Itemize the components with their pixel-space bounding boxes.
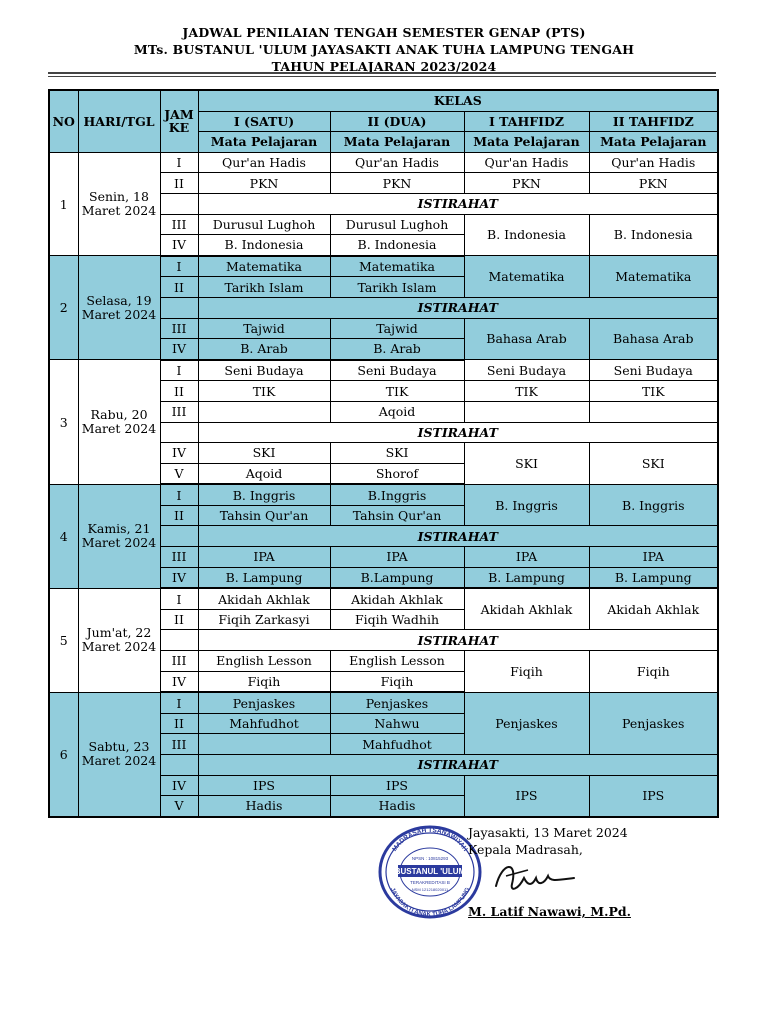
subject-tahfidz-2: IPA <box>589 547 718 568</box>
jam-ke: IV <box>160 671 198 692</box>
schedule-row <box>49 484 718 505</box>
subject-class-2: Fiqih Wadhih <box>330 609 464 630</box>
handwritten-signature <box>488 856 578 900</box>
jam-ke: III <box>160 651 198 672</box>
subject-class-1: Aqoid <box>198 463 330 484</box>
subject-tahfidz-2: Fiqih <box>589 651 718 693</box>
subject-class-1: Qur'an Hadis <box>198 152 330 173</box>
jam-ke: II <box>160 277 198 298</box>
header-rule-thin <box>48 76 716 77</box>
day-number: 5 <box>49 588 78 692</box>
subject-class-2: PKN <box>330 173 464 194</box>
subject-tahfidz-1: Akidah Akhlak <box>464 588 589 630</box>
subject-class-2: B. Arab <box>330 339 464 360</box>
header-row-1 <box>49 90 718 111</box>
jam-ke: IV <box>160 235 198 256</box>
jam-ke: I <box>160 484 198 505</box>
col-kelas: KELAS <box>198 90 718 111</box>
jam-ke: III <box>160 401 198 422</box>
col-class-2: II (DUA) <box>330 111 464 132</box>
subject-class-2: Mahfudhot <box>330 734 464 755</box>
subject-class-2: TIK <box>330 381 464 402</box>
subject-tahfidz-1: Fiqih <box>464 651 589 693</box>
jam-ke: I <box>160 360 198 381</box>
subject-class-2: B.Lampung <box>330 567 464 588</box>
subject-tahfidz-1: B. Inggris <box>464 484 589 526</box>
subject-class-1: IPS <box>198 775 330 796</box>
col-class-4: II TAHFIDZ <box>589 111 718 132</box>
subject-class-1: Penjaskes <box>198 692 330 713</box>
subject-class-2: Seni Budaya <box>330 360 464 381</box>
title-line-2: MTs. BUSTANUL 'ULUM JAYASAKTI ANAK TUHA LAMPUNG TENGAH <box>133 42 635 57</box>
subject-tahfidz-2: B. Inggris <box>589 484 718 526</box>
svg-text:MADRASAH TSANAWIYAH <box>391 827 469 853</box>
subject-tahfidz-2: Seni Budaya <box>589 360 718 381</box>
subject-tahfidz-1: SKI <box>464 443 589 485</box>
jam-ke: V <box>160 796 198 817</box>
jam-ke: III <box>160 318 198 339</box>
subject-class-2: Matematika <box>330 256 464 277</box>
header-rule-thick <box>48 72 716 74</box>
subject-class-1: B. Indonesia <box>198 235 330 256</box>
subject-class-1: Durusul Lughoh <box>198 214 330 235</box>
subject-tahfidz-2: IPS <box>589 775 718 817</box>
subject-tahfidz-1 <box>464 401 589 422</box>
subject-class-2: SKI <box>330 443 464 464</box>
subject-class-2: Tarikh Islam <box>330 277 464 298</box>
day-number: 1 <box>49 152 78 255</box>
istirahat-label: ISTIRAHAT <box>198 630 718 651</box>
subject-class-1: TIK <box>198 381 330 402</box>
schedule-table <box>48 89 719 818</box>
subject-class-1: IPA <box>198 547 330 568</box>
jam-ke: IV <box>160 775 198 796</box>
subject-class-1: English Lesson <box>198 651 330 672</box>
day-number: 6 <box>49 692 78 817</box>
subject-class-2: Fiqih <box>330 671 464 692</box>
col-jam: JAM KE <box>160 90 198 152</box>
day-number: 4 <box>49 484 78 588</box>
day-date: Sabtu, 23 Maret 2024 <box>78 692 160 817</box>
subject-tahfidz-2: Qur'an Hadis <box>589 152 718 173</box>
mapel-label: Mata Pelajaran <box>464 132 589 153</box>
jam-ke: IV <box>160 443 198 464</box>
subject-tahfidz-2: TIK <box>589 381 718 402</box>
subject-class-2: Hadis <box>330 796 464 817</box>
col-class-3: I TAHFIDZ <box>464 111 589 132</box>
day-date: Selasa, 19 Maret 2024 <box>78 256 160 360</box>
istirahat-label: ISTIRAHAT <box>198 755 718 776</box>
subject-class-1: Fiqih Zarkasyi <box>198 609 330 630</box>
subject-tahfidz-1: PKN <box>464 173 589 194</box>
istirahat-label: ISTIRAHAT <box>198 193 718 214</box>
jam-ke: III <box>160 547 198 568</box>
stamp-nsm: NSM 121218020011 <box>411 887 449 892</box>
place-date: Jayasakti, 13 Maret 2024 <box>468 825 628 840</box>
subject-class-1: PKN <box>198 173 330 194</box>
stamp-akreditasi: TERAKREDITASI B <box>410 880 450 885</box>
stamp-top-text: MADRASAH TSANAWIYAH <box>391 826 469 853</box>
schedule-row <box>49 588 718 609</box>
subject-tahfidz-2: PKN <box>589 173 718 194</box>
subject-class-1: Hadis <box>198 796 330 817</box>
subject-class-1: Fiqih <box>198 671 330 692</box>
jam-ke: IV <box>160 567 198 588</box>
subject-class-1 <box>198 401 330 422</box>
jam-ke: I <box>160 692 198 713</box>
col-no: NO <box>49 90 78 152</box>
subject-tahfidz-2: B. Indonesia <box>589 214 718 256</box>
jam-ke: V <box>160 463 198 484</box>
subject-tahfidz-1: TIK <box>464 381 589 402</box>
jam-ke: III <box>160 214 198 235</box>
jam-ke-empty <box>160 630 198 651</box>
subject-class-1: Tahsin Qur'an <box>198 505 330 526</box>
subject-tahfidz-1: Penjaskes <box>464 692 589 754</box>
subject-class-1: Matematika <box>198 256 330 277</box>
subject-class-2: Durusul Lughoh <box>330 214 464 235</box>
subject-class-2: Qur'an Hadis <box>330 152 464 173</box>
subject-tahfidz-2: Akidah Akhlak <box>589 588 718 630</box>
day-date: Jum'at, 22 Maret 2024 <box>78 588 160 692</box>
jam-ke: II <box>160 609 198 630</box>
day-number: 2 <box>49 256 78 360</box>
subject-class-1: B. Arab <box>198 339 330 360</box>
subject-tahfidz-1: Seni Budaya <box>464 360 589 381</box>
stamp-school-name: BUSTANUL 'ULUM <box>394 867 466 876</box>
subject-tahfidz-1: IPS <box>464 775 589 817</box>
subject-tahfidz-2: Bahasa Arab <box>589 318 718 360</box>
subject-class-2: Tahsin Qur'an <box>330 505 464 526</box>
jam-ke-empty <box>160 422 198 443</box>
title-line-1: JADWAL PENILAIAN TENGAH SEMESTER GENAP (PTS) <box>182 25 586 40</box>
jam-ke-empty <box>160 526 198 547</box>
subject-class-1: Mahfudhot <box>198 713 330 734</box>
stamp-bottom-text: JAYASAKTI ANAK TUHA LAMPUNG <box>388 886 472 919</box>
subject-class-1: Tarikh Islam <box>198 277 330 298</box>
title-line-3: TAHUN PELAJARAN 2023/2024 <box>271 59 497 74</box>
subject-tahfidz-1: IPA <box>464 547 589 568</box>
schedule-row <box>49 152 718 173</box>
jam-ke: II <box>160 713 198 734</box>
subject-class-2: Tajwid <box>330 318 464 339</box>
subject-class-2: Aqoid <box>330 401 464 422</box>
subject-class-2: IPS <box>330 775 464 796</box>
jam-ke: I <box>160 256 198 277</box>
jam-ke: I <box>160 152 198 173</box>
stamp-npsn: NPSN : 10815293 <box>411 856 449 861</box>
jam-ke: III <box>160 734 198 755</box>
jam-ke: I <box>160 588 198 609</box>
subject-tahfidz-2: Penjaskes <box>589 692 718 754</box>
jam-ke: II <box>160 173 198 194</box>
jam-ke: II <box>160 505 198 526</box>
schedule-row <box>49 256 718 277</box>
day-number: 3 <box>49 360 78 485</box>
mapel-label: Mata Pelajaran <box>589 132 718 153</box>
jam-ke-empty <box>160 755 198 776</box>
subject-class-1 <box>198 734 330 755</box>
subject-tahfidz-2 <box>589 401 718 422</box>
subject-tahfidz-1: B. Indonesia <box>464 214 589 256</box>
subject-class-1: Tajwid <box>198 318 330 339</box>
signer-role: Kepala Madrasah, <box>468 842 583 857</box>
subject-class-1: Seni Budaya <box>198 360 330 381</box>
subject-tahfidz-2: SKI <box>589 443 718 485</box>
signer-name: M. Latif Nawawi, M.Pd. <box>468 904 631 919</box>
subject-class-2: B.Inggris <box>330 484 464 505</box>
mapel-label: Mata Pelajaran <box>330 132 464 153</box>
subject-tahfidz-1: Bahasa Arab <box>464 318 589 360</box>
istirahat-label: ISTIRAHAT <box>198 297 718 318</box>
document-header <box>0 24 768 75</box>
istirahat-label: ISTIRAHAT <box>198 526 718 547</box>
col-class-1: I (SATU) <box>198 111 330 132</box>
subject-class-2: Penjaskes <box>330 692 464 713</box>
subject-tahfidz-1: Matematika <box>464 256 589 298</box>
mapel-label: Mata Pelajaran <box>198 132 330 153</box>
jam-ke-empty <box>160 297 198 318</box>
day-date: Senin, 18 Maret 2024 <box>78 152 160 255</box>
subject-class-1: Akidah Akhlak <box>198 588 330 609</box>
subject-class-2: IPA <box>330 547 464 568</box>
col-hari: HARI/TGL <box>78 90 160 152</box>
schedule-row <box>49 360 718 381</box>
day-date: Rabu, 20 Maret 2024 <box>78 360 160 485</box>
jam-ke-empty <box>160 193 198 214</box>
subject-class-1: B. Inggris <box>198 484 330 505</box>
day-date: Kamis, 21 Maret 2024 <box>78 484 160 588</box>
subject-class-1: B. Lampung <box>198 567 330 588</box>
subject-class-2: English Lesson <box>330 651 464 672</box>
subject-class-2: Shorof <box>330 463 464 484</box>
subject-class-1: SKI <box>198 443 330 464</box>
subject-class-2: Nahwu <box>330 713 464 734</box>
subject-tahfidz-1: Qur'an Hadis <box>464 152 589 173</box>
subject-class-2: Akidah Akhlak <box>330 588 464 609</box>
jam-ke: II <box>160 381 198 402</box>
jam-ke: IV <box>160 339 198 360</box>
signature-block <box>468 824 628 858</box>
subject-tahfidz-2: Matematika <box>589 256 718 298</box>
istirahat-label: ISTIRAHAT <box>198 422 718 443</box>
schedule-row <box>49 692 718 713</box>
subject-tahfidz-1: B. Lampung <box>464 567 589 588</box>
subject-tahfidz-2: B. Lampung <box>589 567 718 588</box>
subject-class-2: B. Indonesia <box>330 235 464 256</box>
